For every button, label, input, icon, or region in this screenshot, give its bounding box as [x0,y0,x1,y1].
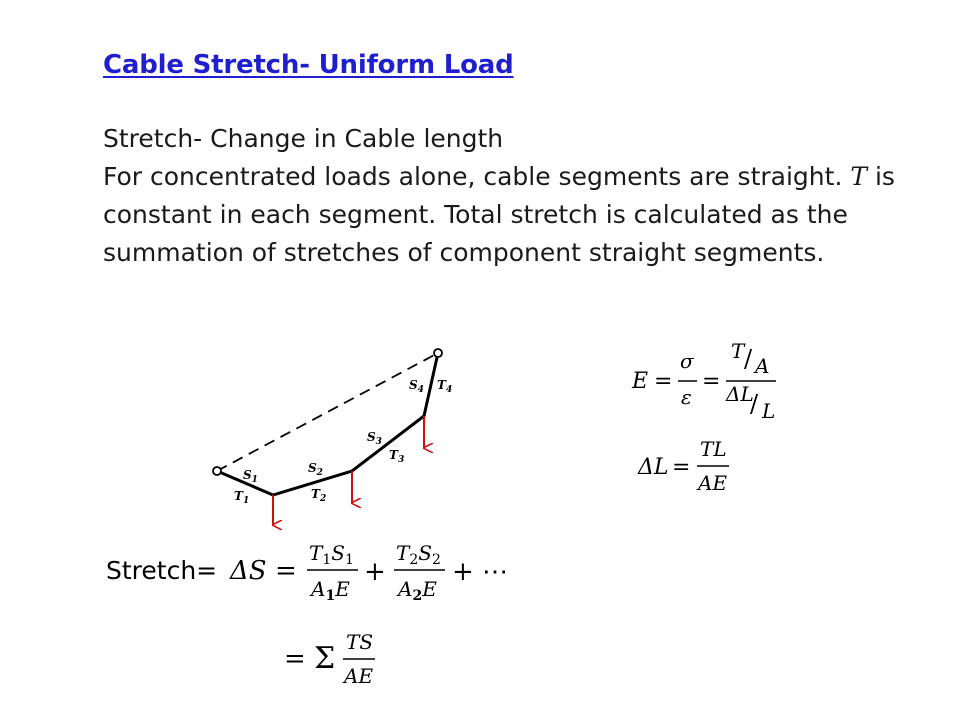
stretch-delta-s: ΔS [230,556,267,586]
summation-formula [284,630,375,688]
modulus-formula [631,339,776,423]
modulus-E: E [632,369,649,394]
stretch-den-2: $A_2E$ [398,577,437,604]
stretch-num-1: $T_1S_1$ [309,541,354,568]
stretch-plus: + [364,557,386,587]
stretch-den-1: $A_1E$ [311,577,350,604]
explanation-part-1: For concentrated loads alone, cable segments are straight. [103,162,851,191]
slide-title: Cable Stretch- Uniform Load [103,50,514,80]
right-support-pin [434,349,442,357]
modulus-sigma: σ [680,349,694,373]
modulus-A: A [755,354,770,378]
sum-denominator: AE [344,664,374,688]
chord-dashed-line [217,353,438,471]
label-t1: $T_1$ [234,489,250,506]
stretch-formula [106,541,508,604]
explanation-part-2: is constant in each segment. Total stretch is calculated as the summation of stretches of component straight segments. [103,162,895,267]
modulus-eq-2: = [702,369,721,394]
sum-numerator: TS [346,630,374,654]
label-t2: $T_2$ [311,487,327,504]
modulus-T: T [731,339,745,363]
stretch-ellipsis: + ⋯ [452,557,509,587]
label-t3: $T_3$ [389,448,405,465]
label-t4: $T_4$ [437,378,453,395]
modulus-eq-1: = [654,369,673,394]
stretch-label: Stretch= [106,556,218,585]
definition-line: Stretch- Change in Cable length [103,124,504,153]
delta-l-formula [637,437,729,495]
label-s1: $S_1$ [243,468,258,485]
label-s4: $S_4$ [409,378,424,395]
delta-l-denominator: AE [698,471,728,495]
delta-l-eq: = [672,455,691,480]
cable-diagram [213,349,452,525]
label-s3: $S_3$ [367,430,382,447]
tension-symbol: T [850,162,868,191]
delta-l-lhs: ΔL [638,455,669,480]
modulus-L: L [762,399,776,423]
label-s2: $S_2$ [308,461,323,478]
stretch-eq: = [275,556,297,586]
stretch-num-2: $T_2S_2$ [396,541,441,568]
modulus-slash-1: / [744,345,753,373]
sum-sigma: Σ [314,641,336,676]
modulus-epsilon: ε [681,385,692,409]
delta-l-numerator: TL [700,437,727,461]
sum-eq: = [284,644,306,674]
modulus-dL: ΔL [726,382,754,406]
modulus-slash-2: / [750,390,759,418]
left-support-pin [213,467,221,475]
